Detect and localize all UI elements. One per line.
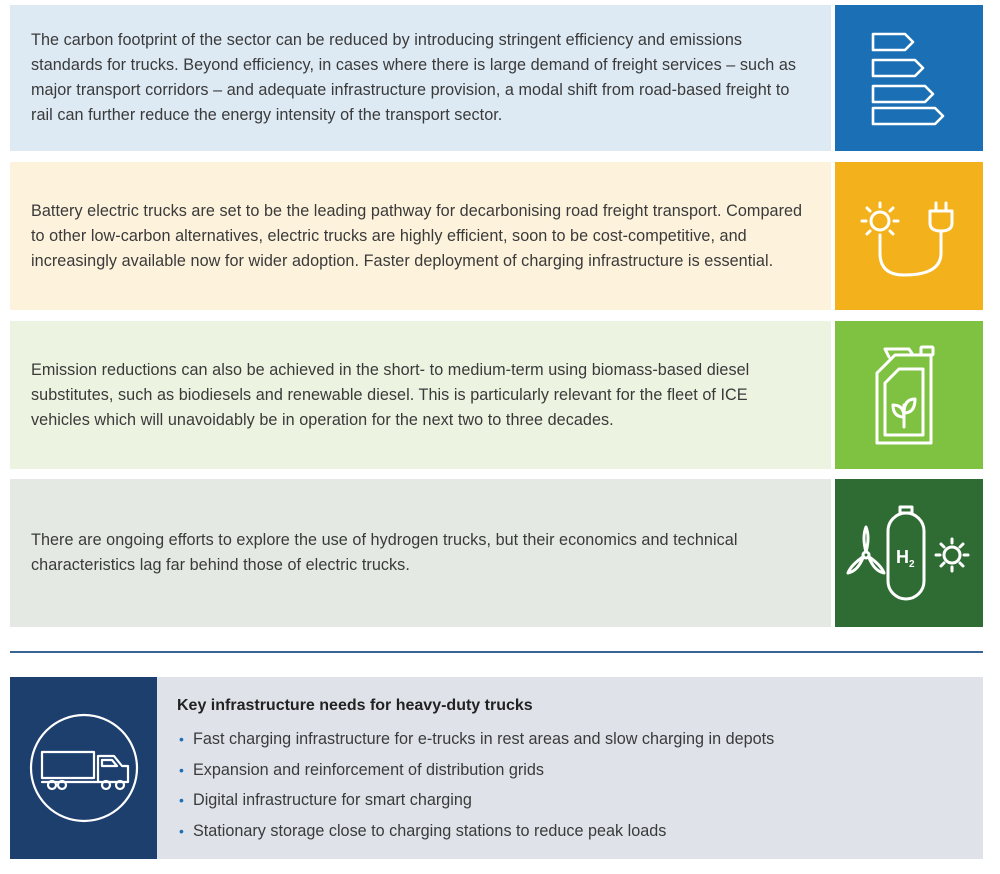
biofuel-icon-box — [835, 321, 983, 469]
battery-electric-text: Battery electric trucks are set to be the leading pathway for decarbonising road freight transport. Compared to other low-carbon alternatives, electric trucks are highly efficient, soon to be cost-competitive, and increasingly available now for wider adoption. Faster deployment of charging infrastructure is essential. — [31, 201, 803, 270]
efficiency-section — [10, 5, 983, 151]
efficiency-text: The carbon footprint of the sector can be reduced by introducing stringent efficiency and emissions standards for trucks. Beyond efficiency, in cases where there is large demand of freight services – such as major transport corridors – and adequate infrastructure provision, a modal shift from road-based freight to rail can further reduce the energy intensity of the transport sector. — [31, 31, 797, 124]
bullet-marker: • — [179, 822, 184, 839]
battery-electric-section — [10, 162, 983, 310]
key-infrastructure-content — [177, 695, 973, 846]
truck-icon — [28, 712, 140, 824]
efficiency-text-panel — [10, 5, 831, 151]
biofuel-text-panel — [10, 321, 831, 469]
battery-electric-icon-box — [835, 162, 983, 310]
section-divider — [10, 651, 983, 653]
key-infrastructure-icon-box — [10, 677, 157, 859]
key-infrastructure-box — [10, 677, 983, 859]
efficiency-icon-box — [835, 5, 983, 151]
wind-turbine-icon — [848, 527, 884, 573]
hydrogen-tank-icon — [844, 501, 974, 605]
list-item-text: Fast charging infrastructure for e-trucks in rest areas and slow charging in depots — [193, 730, 775, 748]
list-item-text: Expansion and reinforcement of distribution grids — [193, 760, 544, 779]
hydrogen-text: There are ongoing efforts to explore the use of hydrogen trucks, but their economics and technical characteristics lag far behind those of electric trucks. — [31, 531, 738, 574]
bullet-marker: • — [179, 731, 184, 747]
hydrogen-icon-box — [835, 479, 983, 627]
list-item — [177, 816, 973, 847]
battery-electric-text-panel — [10, 162, 831, 310]
hydrogen-text-panel — [10, 479, 831, 627]
list-item — [177, 724, 973, 755]
list-item-text: Stationary storage close to charging stations to reduce peak loads — [193, 821, 667, 840]
list-item — [177, 785, 973, 816]
bullet-marker: • — [179, 761, 184, 778]
key-infrastructure-title: Key infrastructure needs for heavy-duty trucks — [177, 697, 533, 714]
efficiency-rating-icon — [869, 28, 949, 128]
biofuel-text: Emission reductions can also be achieved in the short- to medium-term using biomass-based diesel substitutes, such as biodiesels and renewable diesel. This is particularly relevant for the fleet of ICE vehicles which will unavoidably be in operation for the next two to three decades. — [31, 360, 750, 429]
bullet-marker: • — [179, 792, 184, 808]
sun-plug-icon — [854, 191, 964, 281]
sun-icon — [936, 539, 968, 571]
hydrogen-section — [10, 479, 983, 627]
biofuel-canister-icon — [869, 343, 949, 447]
hydrogen-subscript: 2 — [909, 559, 915, 570]
list-item-text: Digital infrastructure for smart charging — [193, 791, 472, 809]
hydrogen-symbol: H — [896, 547, 909, 567]
biofuel-section — [10, 321, 983, 469]
list-item — [177, 755, 973, 786]
key-infrastructure-list — [177, 724, 973, 846]
